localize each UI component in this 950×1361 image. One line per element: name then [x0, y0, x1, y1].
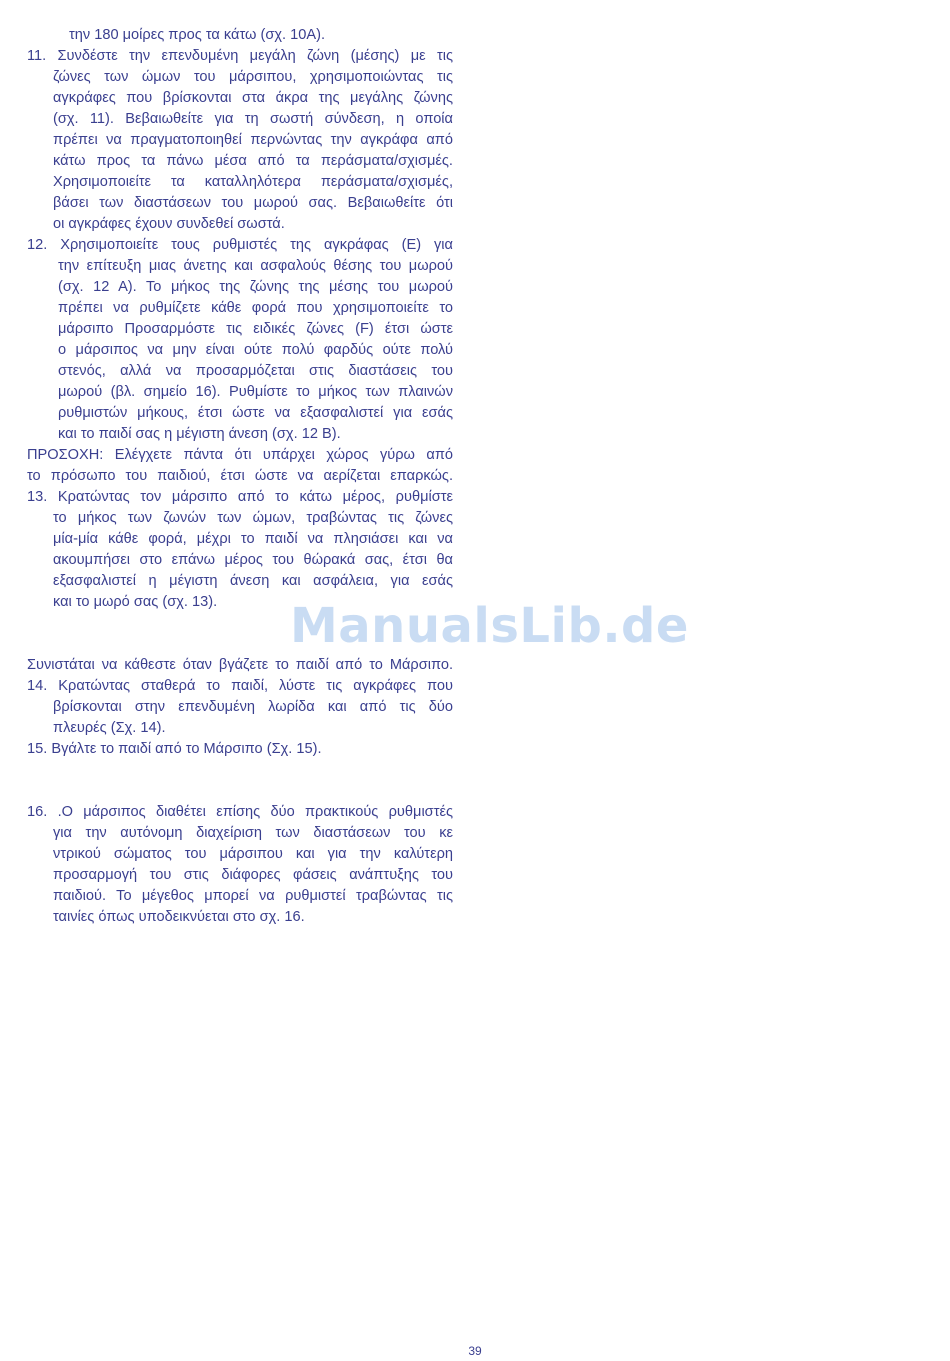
- text-line: στενός, αλλά να προσαρμόζεται στις διαστάσεις του: [58, 363, 453, 379]
- text-line: μία-μία κάθε φορά, μέχρι το παιδί να πλησιάσει και να: [53, 531, 453, 547]
- text-line: 12. Χρησιμοποιείτε τους ρυθμιστές της αγκράφας (E) για: [27, 237, 453, 253]
- text-line: Χρησιμοποιείτε τα καταλληλότερα περάσματα/σχισμές,: [53, 174, 453, 190]
- text-line: 15. Βγάλτε το παιδί από το Μάρσιπο (Σχ. 15).: [27, 741, 322, 757]
- text-line: το πρόσωπο του παιδιού, έτσι ώστε να αερίζεται επαρκώς.: [27, 468, 453, 484]
- text-line: πλευρές (Σχ. 14).: [53, 720, 166, 736]
- warning-paragraph: [27, 445, 453, 487]
- text-line: και το παιδί σας η μέγιστη άνεση (σχ. 12 B).: [58, 426, 341, 442]
- text-line: εξασφαλιστεί η μέγιστη άνεση και ασφάλεια, για εσάς: [53, 573, 453, 589]
- text-line: 13. Κρατώντας τον μάρσιπο από το κάτω μέρος, ρυθμίστε: [27, 489, 453, 505]
- text-line: πρέπει να ρυθμίζετε κάθε φορά που χρησιμοποιείτε το: [58, 300, 453, 316]
- text-line: μάρσιπο Προσαρμόστε τις ειδικές ζώνες (F) έτσι ώστε: [58, 321, 453, 337]
- instruction-15: [27, 739, 453, 760]
- text-line: την επίτευξη μιας άνετης και ασφαλούς θέσης του μωρού: [58, 258, 453, 274]
- text-line: πρέπει να πραγματοποιηθεί περνώντας την αγκράφα από: [53, 132, 453, 148]
- text-line: Συνιστάται να κάθεστε όταν βγάζετε το παιδί από το Μάρσιπο.: [27, 657, 453, 673]
- text-line: (σχ. 12 Α). Το μήκος της ζώνης της μέσης του μωρού: [58, 279, 453, 295]
- text-line: το μήκος των ζωνών των ώμων, τραβώντας τις ζώνες: [53, 510, 453, 526]
- text-line: ντρικού σώματος του μάρσιπου και για την καλύτερη: [53, 846, 453, 862]
- watermark: ManualsLib.de: [290, 598, 689, 654]
- text-line: ακουμπήσει στο επάνω μέρος του θώρακά σας, έτσι θα: [53, 552, 453, 568]
- instruction-14: [27, 676, 453, 739]
- text-line: ο μάρσιπος να μην είναι ούτε πολύ φαρδύς ούτε πολύ: [58, 342, 453, 358]
- text-column: [27, 25, 453, 928]
- page-number: 39: [468, 1344, 482, 1358]
- text-line: βρίσκονται στην επενδυμένη λωρίδα και από τις δύο: [53, 699, 453, 715]
- text-line: (σχ. 11). Βεβαιωθείτε για τη σωστή σύνδεση, η οποία: [53, 111, 453, 127]
- text-line: βάσει των διαστάσεων του μωρού σας. Βεβαιωθείτε ότι: [53, 195, 453, 211]
- spacer: [27, 613, 453, 655]
- text-line: παιδιού. Το μέγεθος μπορεί να ρυθμιστεί τραβώντας τις: [53, 888, 453, 904]
- text-line: για την αυτόνομη διαχείριση των διαστάσεων του κε: [53, 825, 453, 841]
- text-line: την 180 μοίρες προς τα κάτω (σχ. 10Α).: [69, 27, 326, 43]
- text-line: ταινίες όπως υποδεικνύεται στο σχ. 16.: [53, 909, 305, 925]
- text-line: 16. .Ο μάρσιπος διαθέτει επίσης δύο πρακτικούς ρυθμιστές: [27, 804, 453, 820]
- note-paragraph: [27, 655, 453, 676]
- text-line: ζώνες των ώμων του μάρσιπου, χρησιμοποιώντας τις: [53, 69, 453, 85]
- text-line: ρυθμιστών μήκους, έτσι ώστε να εξασφαλιστεί για εσάς: [58, 405, 453, 421]
- text-line: ΠΡΟΣΟΧΗ: Ελέγχετε πάντα ότι υπάρχει χώρος γύρω από: [27, 447, 453, 463]
- instruction-16: [27, 802, 453, 928]
- text-line: κάτω προς τα πάνω μέσα από τα περάσματα/σχισμές.: [53, 153, 453, 169]
- text-line: 11. Συνδέστε την επενδυμένη μεγάλη ζώνη (μέσης) με τις: [27, 48, 453, 64]
- text-line: 14. Κρατώντας σταθερά το παιδί, λύστε τις αγκράφες που: [27, 678, 453, 694]
- instruction-12: [27, 235, 453, 445]
- instruction-13: [27, 487, 453, 613]
- text-line: οι αγκράφες έχουν συνδεθεί σωστά.: [53, 216, 285, 232]
- instruction-11: [27, 46, 453, 235]
- text-line: αγκράφες που βρίσκονται στα άκρα της μεγάλης ζώνης: [53, 90, 453, 106]
- spacer: [27, 760, 453, 802]
- text-line: μωρού (βλ. σημείο 16). Ρυθμίστε το μήκος των πλαινών: [58, 384, 453, 400]
- text-line: και το μωρό σας (σχ. 13).: [53, 594, 218, 610]
- text-line: προσαρμογή του στις διάφορες φάσεις ανάπτυξης του: [53, 867, 453, 883]
- paragraph-10-continuation: [27, 25, 453, 46]
